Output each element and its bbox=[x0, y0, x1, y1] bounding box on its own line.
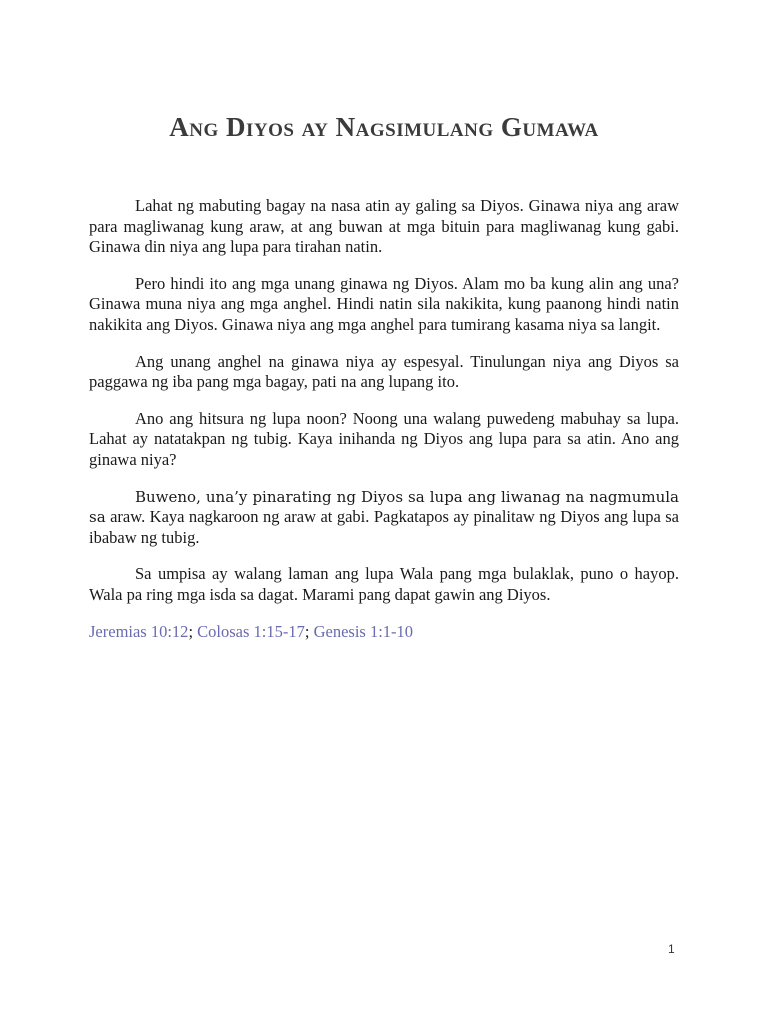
paragraph-6: Sa umpisa ay walang laman ang lupa Wala pang mga bulaklak, puno o hayop. Wala pa ring mga isda sa dagat. Marami pang dapat gawin ang Diyos. bbox=[89, 564, 679, 604]
scripture-references bbox=[89, 622, 679, 643]
paragraph-5-first-line: Buweno, una’y pinarating ng Diyos sa lupa ang liwanag na nagmumula sa bbox=[89, 487, 679, 527]
reference-link-colosas[interactable]: Colosas 1:15-17 bbox=[197, 621, 305, 641]
page-title: Ang Diyos ay Nagsimulang Gumawa bbox=[169, 112, 599, 142]
body-text bbox=[89, 196, 679, 642]
paragraph-5-rest: araw. Kaya nagkaroon ng araw at gabi. Pagkatapos ay pinalitaw ng Diyos ang lupa sa ibabaw ng tubig. bbox=[89, 507, 679, 547]
paragraph-1: Lahat ng mabuting bagay na nasa atin ay galing sa Diyos. Ginawa niya ang araw para magliwanag kung araw, at ang buwan at mga bituin para magliwanag kung gabi. Ginawa din niya ang lupa para tirahan natin. bbox=[89, 196, 679, 257]
reference-link-jeremias[interactable]: Jeremias 10:12 bbox=[89, 621, 189, 641]
paragraph-2: Pero hindi ito ang mga unang ginawa ng Diyos. Alam mo ba kung alin ang una? Ginawa muna niya ang mga anghel. Hindi natin sila nakikita, kung paanong hindi natin nakikita ang Diyos. Ginawa niya ang mga anghel para tumirang kasama niya sa langit. bbox=[89, 273, 679, 334]
page-number: 1 bbox=[668, 942, 675, 956]
reference-separator: ; bbox=[188, 621, 198, 641]
paragraph-5 bbox=[89, 487, 679, 549]
reference-link-genesis[interactable]: Genesis 1:1-10 bbox=[313, 621, 414, 641]
paragraph-4: Ano ang hitsura ng lupa noon? Noong una walang puwedeng mabuhay sa lupa. Lahat ay natatakpan ng tubig. Kaya inihanda ng Diyos ang lupa para sa atin. Ano ang ginawa niya? bbox=[89, 408, 679, 469]
reference-separator: ; bbox=[304, 621, 314, 641]
paragraph-3: Ang unang anghel na ginawa niya ay espesyal. Tinulungan niya ang Diyos sa paggawa ng iba pang mga bagay, pati na ang lupang ito. bbox=[89, 351, 679, 392]
